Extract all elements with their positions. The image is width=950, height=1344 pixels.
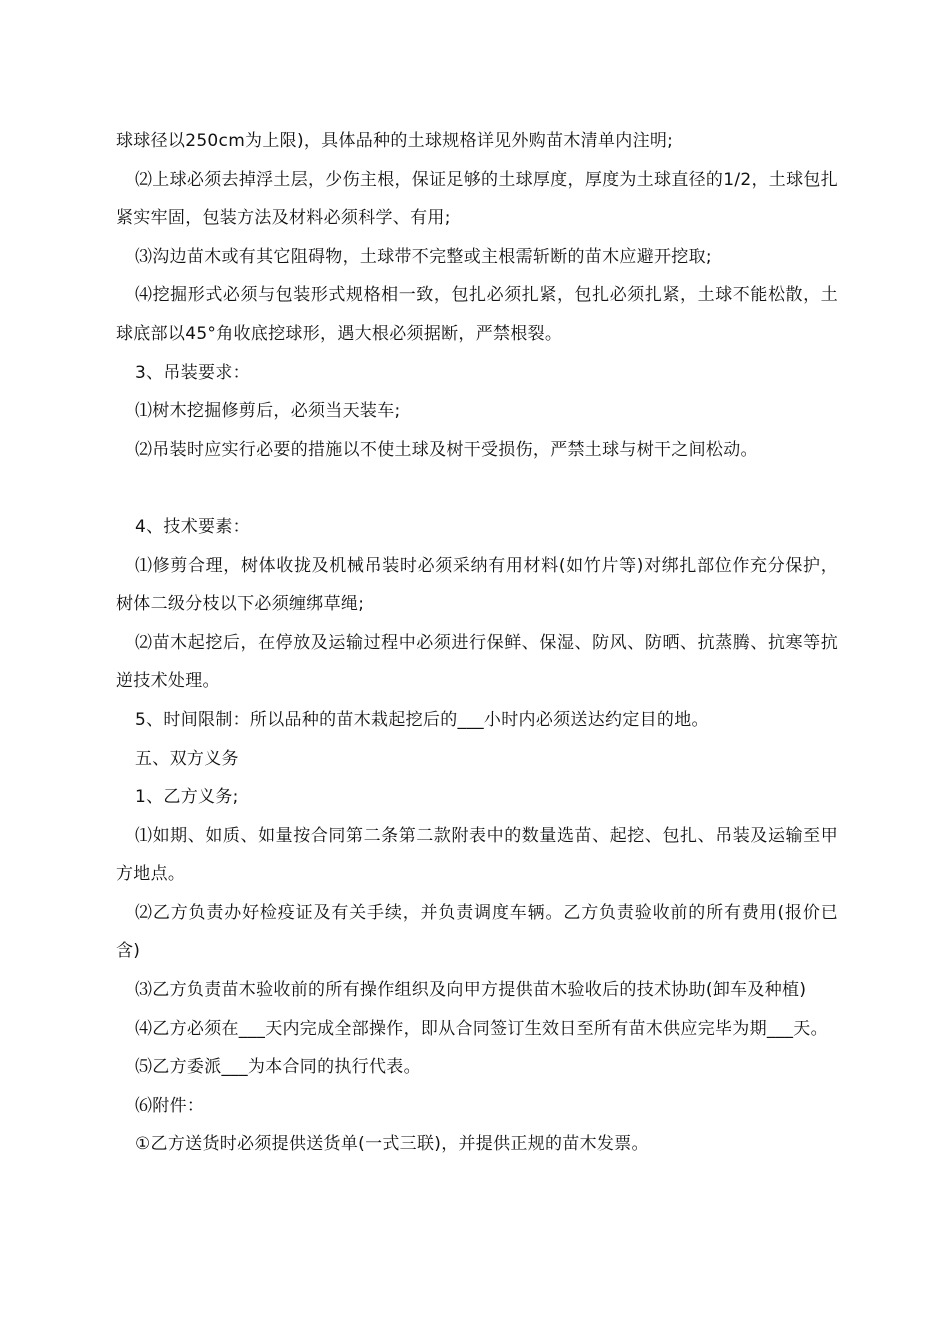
paragraph: ⑵苗木起挖后，在停放及运输过程中必须进行保鲜、保湿、防风、防晒、抗蒸腾、抗寒等抗逆技术处理。 <box>116 632 838 692</box>
paragraph: ⑴修剪合理，树体收拢及机械吊装时必须采纳有用材料(如竹片等)对绑扎部位作充分保护，树体二级分枝以下必须缠绑草绳; <box>116 555 838 615</box>
paragraph: ⑷挖掘形式必须与包装形式规格相一致，包扎必须扎紧，包扎必须扎紧，土球不能松散，土球底部以45°角收底挖球形，遇大根必须据断，严禁根裂。 <box>116 285 838 344</box>
paragraph: 1、乙方义务; <box>135 787 239 808</box>
paragraph: ⑶乙方负责苗木验收前的所有操作组织及向甲方提供苗木验收后的技术协助(卸车及种植) <box>135 980 807 1001</box>
blank-line <box>116 469 838 508</box>
paragraph: ⑵吊装时应实行必要的措施以不使土球及树干受损伤，严禁土球与树干之间松动。 <box>135 439 758 460</box>
paragraph: ⑸乙方委派___为本合同的执行代表。 <box>135 1057 421 1078</box>
paragraph: 球球径以250cm为上限)，具体品种的土球规格详见外购苗木清单内注明; <box>116 131 674 151</box>
paragraph: 3、吊装要求： <box>135 362 250 383</box>
paragraph: ⑷乙方必须在___天内完成全部操作，即从合同签订生效日至所有苗木供应完毕为期___天。 <box>135 1018 828 1039</box>
document-body <box>116 122 838 1164</box>
paragraph: ⑵上球必须去掉浮土层，少伤主根，保证足够的土球厚度，厚度为土球直径的1/2，土球包扎紧实牢固，包装方法及材料必须科学、有用; <box>116 169 838 229</box>
paragraph: 五、双方义务 <box>135 748 239 769</box>
paragraph: ⑴如期、如质、如量按合同第二条第二款附表中的数量选苗、起挖、包扎、吊装及运输至甲方地点。 <box>116 825 838 885</box>
paragraph: 4、技术要素： <box>135 516 250 537</box>
paragraph: ⑴树木挖掘修剪后，必须当天装车; <box>135 401 401 422</box>
paragraph: 5、时间限制：所以品种的苗木栽起挖后的___小时内必须送达约定目的地。 <box>135 709 709 730</box>
paragraph: ⑶沟边苗木或有其它阻碍物，土球带不完整或主根需斩断的苗木应避开挖取; <box>135 246 712 267</box>
paragraph: ⑵乙方负责办好检疫证及有关手续，并负责调度车辆。乙方负责验收前的所有费用(报价已含) <box>116 902 838 962</box>
paragraph: ①乙方送货时必须提供送货单(一式三联)，并提供正规的苗木发票。 <box>135 1134 649 1155</box>
paragraph: ⑹附件： <box>135 1095 205 1116</box>
